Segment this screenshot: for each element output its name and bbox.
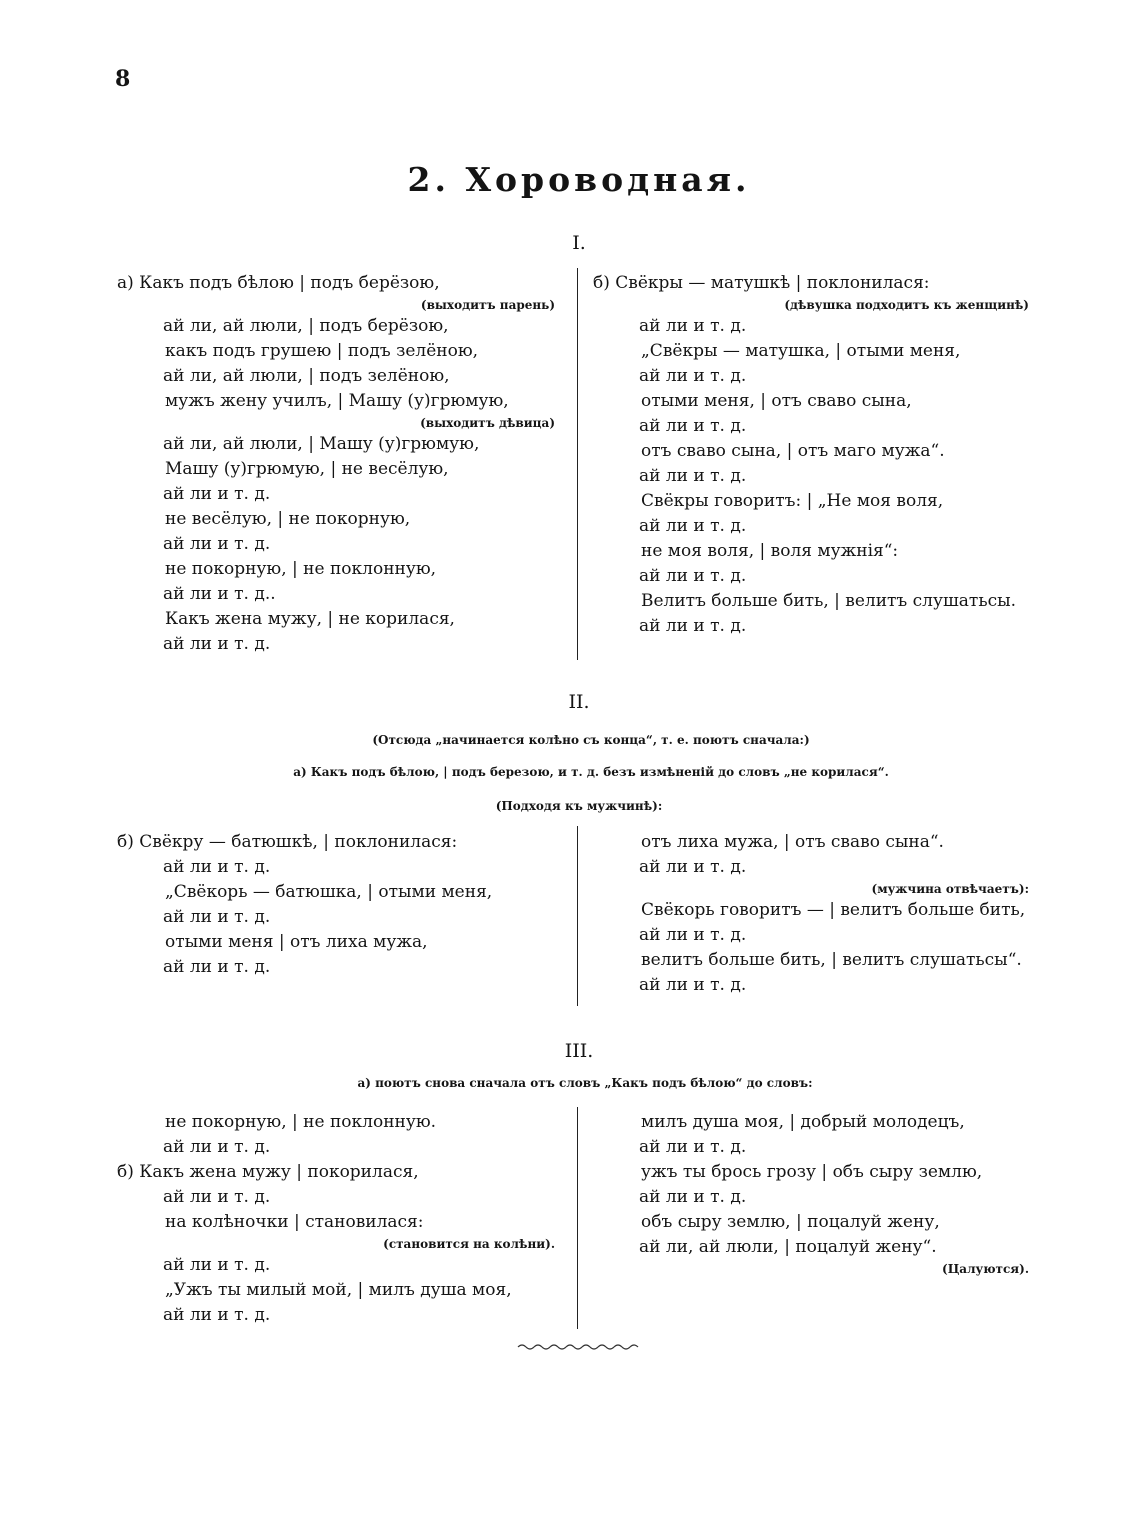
verse-line: „Свёкры — матушка, | отыми меня, [641,341,961,361]
verse-line: велитъ больше бить, | велитъ слушатьсы“. [641,950,1022,970]
verse-line: Какъ жена мужу, | не корилася, [165,609,455,629]
verse-line: „Ужъ ты милый мой, | милъ душа моя, [165,1280,512,1300]
refrain-line: ай ли и т. д. [163,907,271,927]
verse-line: „Свёкорь — батюшка, | отыми меня, [165,882,493,902]
section-2-intro-2: а) Какъ подъ бѣлою, | подъ березою, и т. д. безъ измѣненій до словъ „не корилася“. [293,765,889,779]
verse-line: а) Какъ подъ бѣлою | подъ берёзою, [117,273,440,293]
verse-line: отъ сваво сына, | отъ маго мужа“. [641,441,945,461]
refrain-line: ай ли и т. д. [163,1187,271,1207]
refrain-line: ай ли, ай люли, | подъ берёзою, [163,316,449,336]
refrain-line: ай ли и т. д. [639,416,747,436]
refrain-line: ай ли и т. д. [639,516,747,536]
section-2-left-column [117,830,555,980]
verse-line: не весёлую, | не покорную, [165,509,411,529]
page-title [0,160,1140,199]
verse-line: отъ лиха мужа, | отъ сваво сына“. [641,832,944,852]
refrain-line: ай ли и т. д.. [163,584,276,604]
section-3-numeral: III. [564,1040,594,1062]
end-ornament [516,1341,644,1353]
verse-line: Свёкорь говоритъ — | велитъ больше бить, [641,900,1026,920]
refrain-line: ай ли и т. д. [639,925,747,945]
verse-line: объ сыру землю, | поцалуй жену, [641,1212,940,1232]
refrain-line: ай ли и т. д. [163,484,271,504]
verse-line: не покорную, | не поклонную, [165,559,437,579]
verse-line: не моя воля, | воля мужнія“: [641,541,899,561]
refrain-line: ай ли и т. д. [163,1305,271,1325]
section-2-right-column [593,830,1029,998]
refrain-line: ай ли, ай люли, | подъ зелёною, [163,366,450,386]
refrain-line: ай ли и т. д. [639,1137,747,1157]
verse-line: отыми меня, | отъ сваво сына, [641,391,912,411]
verse-line: на колѣночки | становилася: [165,1212,424,1232]
stage-direction: (выходитъ парень) [420,298,555,312]
verse-line: б) Свёкру — батюшкѣ, | поклонилася: [117,832,458,852]
refrain-line: ай ли и т. д. [639,316,747,336]
refrain-line: ай ли и т. д. [163,857,271,877]
refrain-line: ай ли и т. д. [163,1137,271,1157]
verse-line: б) Какъ жена мужу | покорилася, [117,1162,419,1182]
section-2-intro-3: (Подходя къ мужчинѣ): [495,799,663,813]
stage-direction: (становится на колѣни). [383,1237,555,1251]
stage-direction: (дѣвушка подходитъ къ женщинѣ) [784,298,1029,312]
verse-line: ужъ ты брось грозу | объ сыру землю, [641,1162,983,1182]
section-1-left-column [117,271,555,657]
refrain-line: ай ли и т. д. [163,534,271,554]
verse-line: Велитъ больше бить, | велитъ слушатьсы. [641,591,1017,611]
refrain-line: ай ли и т. д. [163,957,271,977]
column-divider [577,826,578,1006]
section-3-intro: а) поютъ снова сначала отъ словъ „Какъ подъ бѣлою“ до словъ: [357,1076,813,1090]
section-1-numeral: I. [572,232,586,254]
section-3-right-column [593,1110,1029,1278]
refrain-line: ай ли и т. д. [639,616,747,636]
verse-line: б) Свёкры — матушкѣ | поклонилася: [593,273,930,293]
verse-line: не покорную, | не поклонную. [165,1112,437,1132]
section-3-left-column [117,1110,555,1328]
stage-direction: (мужчина отвѣчаетъ): [871,882,1029,896]
verse-line: отыми меня | отъ лиха мужа, [165,932,428,952]
section-2-intro-1: (Отсюда „начинается колѣно съ конца“, т. е. поютъ сначала:) [372,733,810,747]
refrain-line: ай ли и т. д. [639,975,747,995]
verse-line: Свёкры говоритъ: | „Не моя воля, [641,491,944,511]
column-divider [577,1107,578,1329]
refrain-line: ай ли, ай люли, | поцалуй жену“. [639,1237,937,1257]
verse-line: какъ подъ грушею | подъ зелёною, [165,341,479,361]
refrain-line: ай ли и т. д. [163,1255,271,1275]
verse-line: Машу (у)грюмую, | не весёлую, [165,459,449,479]
section-1-right-column [593,271,1029,639]
column-divider [577,268,578,660]
verse-line: мужъ жену училъ, | Машу (у)грюмую, [165,391,509,411]
page-number: 8 [115,66,131,92]
refrain-line: ай ли и т. д. [639,366,747,386]
refrain-line: ай ли и т. д. [163,634,271,654]
refrain-line: ай ли и т. д. [639,1187,747,1207]
refrain-line: ай ли и т. д. [639,566,747,586]
stage-direction: (выходитъ дѣвица) [420,416,555,430]
section-2-numeral: II. [568,691,590,713]
stage-direction: (Цалуются). [942,1262,1029,1276]
page-title-text: 2. Хороводная. [407,160,751,199]
refrain-line: ай ли и т. д. [639,857,747,877]
refrain-line: ай ли и т. д. [639,466,747,486]
refrain-line: ай ли, ай люли, | Машу (у)грюмую, [163,434,480,454]
verse-line: милъ душа моя, | добрый молодецъ, [641,1112,965,1132]
